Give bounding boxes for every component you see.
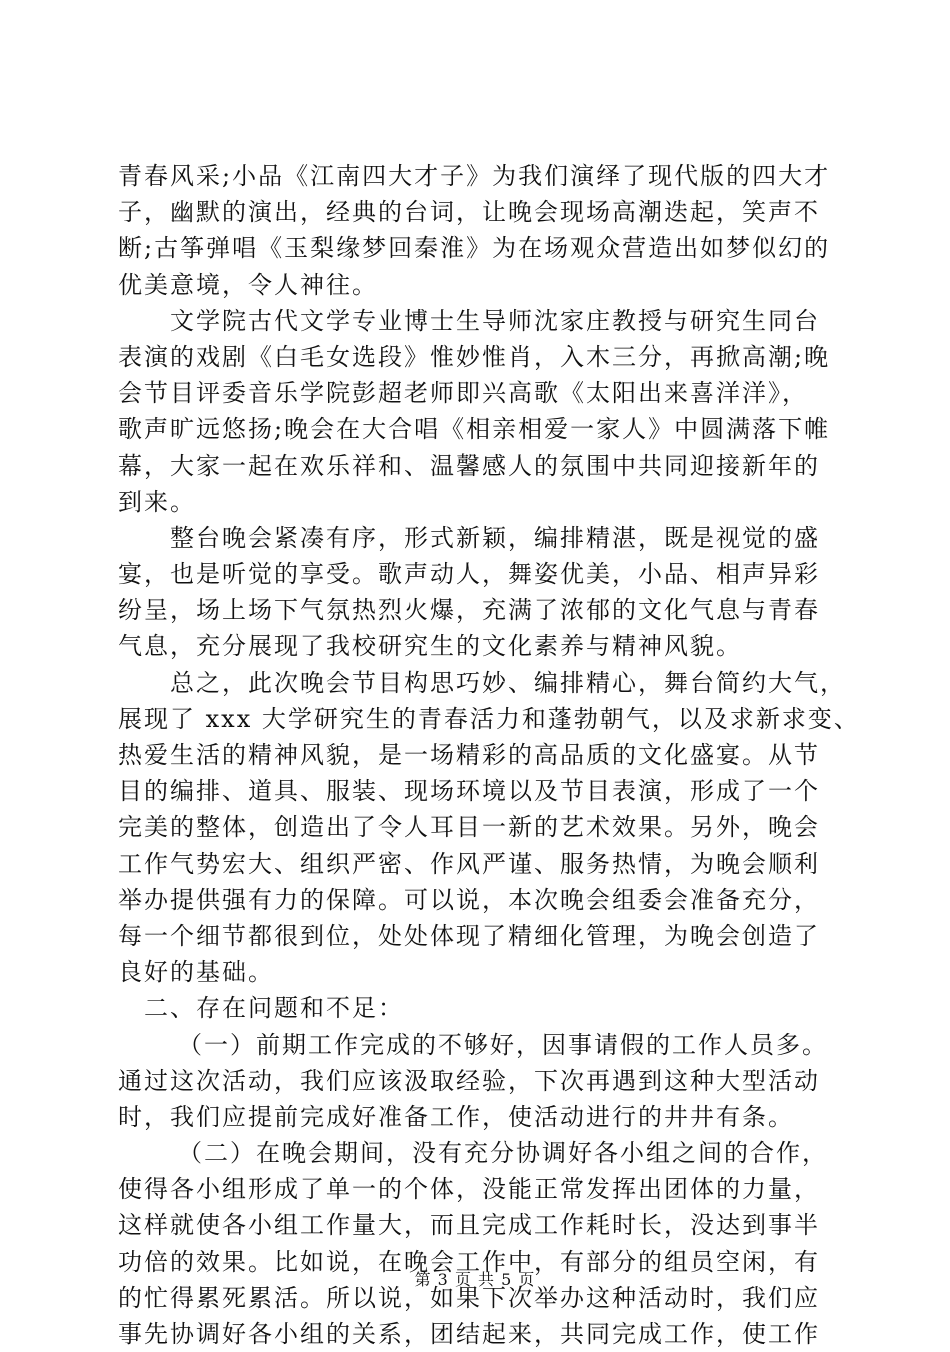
page-number-footer: 第 3 页 共 5 页	[414, 1270, 536, 1289]
text-line: 事先协调好各小组的关系，团结起来，共同完成工作，使工作	[118, 1320, 820, 1348]
text-line: 热爱生活的精神风貌，是一场精彩的高品质的文化盛宴。从节	[118, 741, 820, 769]
text-line: 这样就使各小组工作量大，而且完成工作耗时长，没达到事半	[118, 1211, 820, 1240]
text-line: 使得各小组形成了单一的个体，没能正常发挥出团体的力量，	[118, 1175, 820, 1204]
text-line: 到来。	[118, 487, 196, 516]
text-line: 的忙得累死累活。所以说，如果下次举办这种活动时，我们应	[118, 1283, 820, 1312]
text-line: 良好的基础。	[118, 958, 274, 987]
text-line: 举办提供强有力的保障。可以说，本次晚会组委会准备充分，	[118, 885, 820, 914]
text-line: （一）前期工作完成的不够好，因事请假的工作人员多。	[178, 1030, 828, 1059]
text-line: 文学院古代文学专业博士生导师沈家庄教授与研究生同台	[170, 306, 820, 335]
text-line: 气息，充分展现了我校研究生的文化素养与精神风貌。	[118, 632, 742, 661]
text-line: 展现了 xxx 大学研究生的青春活力和蓬勃朝气，以及求新求变、	[118, 704, 860, 733]
text-line: （二）在晚会期间，没有充分协调好各小组之间的合作，	[178, 1139, 828, 1168]
text-line: 每一个细节都很到位，处处体现了精细化管理，为晚会创造了	[118, 921, 820, 950]
text-line: 子，幽默的演出，经典的台词，让晚会现场高潮迭起，笑声不	[118, 198, 820, 227]
text-line: 歌声旷远悠扬;晚会在大合唱《相亲相爱一家人》中圆满落下帷	[118, 415, 831, 444]
text-line: 表演的戏剧《白毛女选段》惟妙惟肖，入木三分，再掀高潮;晚	[118, 342, 831, 371]
text-line: 幕，大家一起在欢乐祥和、温馨感人的氛围中共同迎接新年的	[118, 451, 820, 480]
text-line: 目的编排、道具、服装、现场环境以及节目表演，形成了一个	[118, 777, 820, 806]
text-line: 整台晚会紧凑有序，形式新颖，编排精湛，既是视觉的盛	[170, 523, 820, 552]
text-line: 通过这次活动，我们应该汲取经验，下次再遇到这种大型活动	[118, 1066, 820, 1095]
text-line: 功倍的效果。比如说，在晚会工作中，有部分的组员空闲，有	[118, 1247, 820, 1276]
text-line: 工作气势宏大、组织严密、作风严谨、服务热情，为晚会顺利	[118, 849, 820, 878]
document-body	[118, 158, 860, 1352]
text-line: 总之，此次晚会节目构思巧妙、编排精心，舞台简约大气，	[170, 668, 846, 697]
text-line: 青春风采;小品《江南四大才子》为我们演绎了现代版的四大才	[118, 162, 831, 190]
section-heading: 二、存在问题和不足：	[144, 994, 404, 1023]
text-line: 断;古筝弹唱《玉梨缘梦回秦淮》为在场观众营造出如梦似幻的	[118, 234, 831, 263]
text-line: 完美的整体，创造出了令人耳目一新的艺术效果。另外，晚会	[118, 813, 820, 842]
text-line: 优美意境，令人神往。	[118, 270, 378, 299]
text-line: 宴，也是听觉的享受。歌声动人，舞姿优美，小品、相声异彩	[118, 560, 820, 589]
text-line: 时，我们应提前完成好准备工作，使活动进行的井井有条。	[118, 1102, 794, 1131]
text-line: 纷呈，场上场下气氛热烈火爆，充满了浓郁的文化气息与青春	[118, 596, 820, 625]
text-line: 会节目评委音乐学院彭超老师即兴高歌《太阳出来喜洋洋》，	[118, 379, 808, 408]
